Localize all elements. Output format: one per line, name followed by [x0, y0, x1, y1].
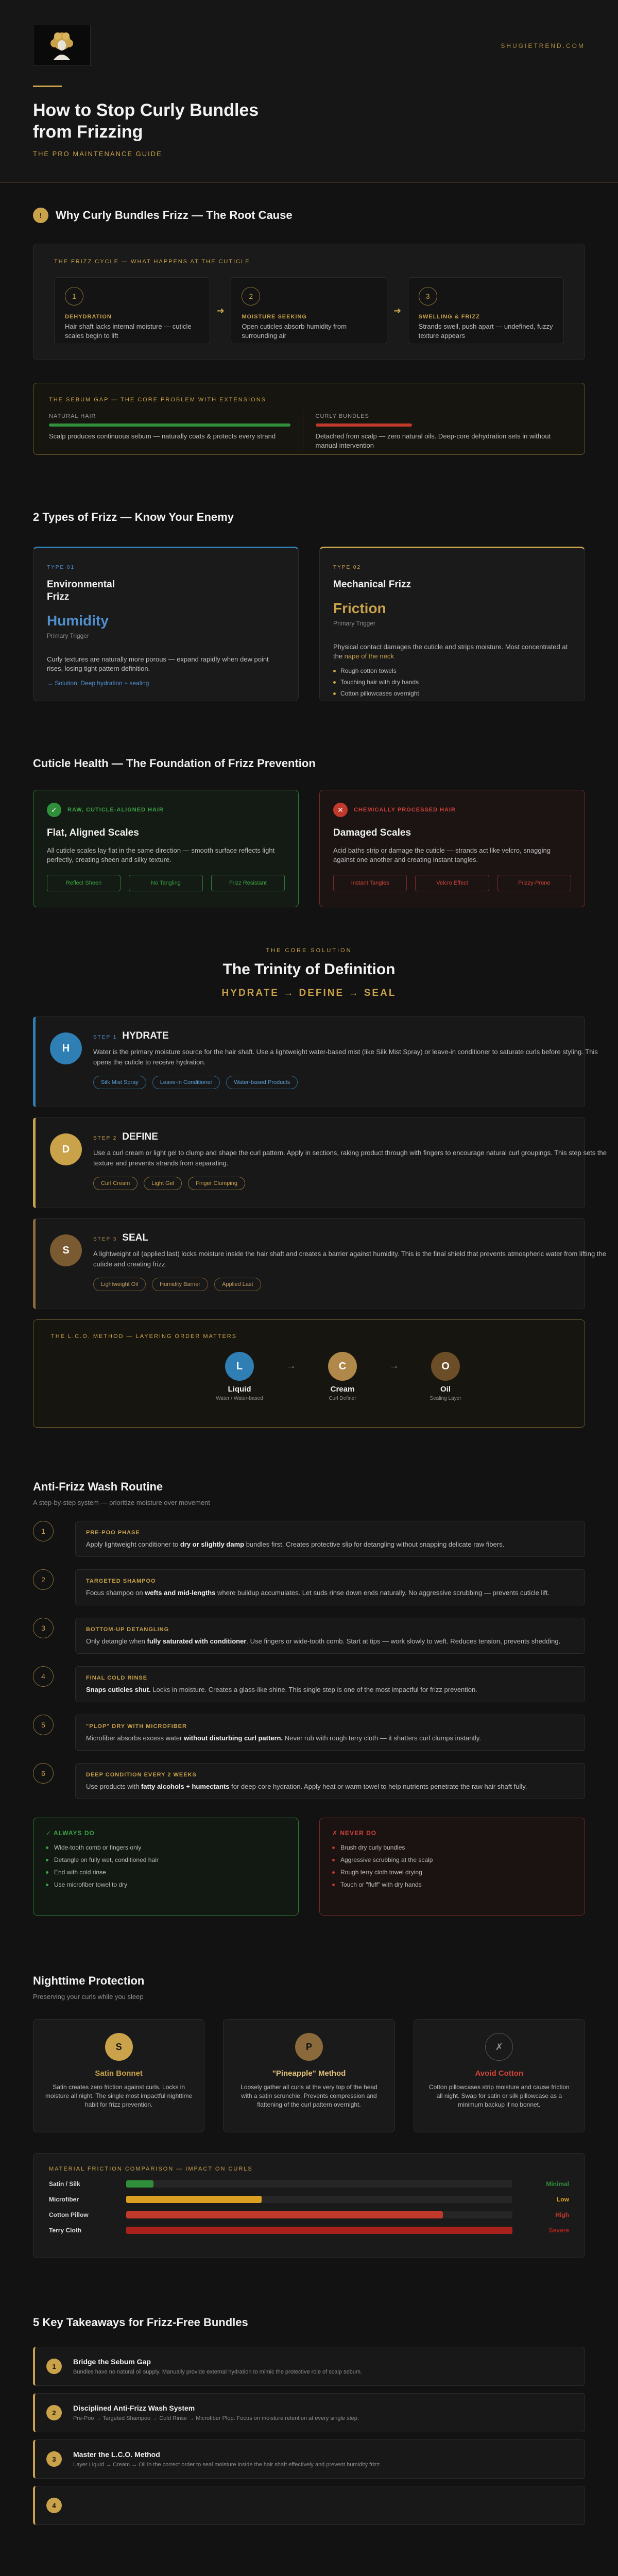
problem-chip: Velcro Effect — [415, 875, 489, 891]
takeaway-heading: Disciplined Anti-Frizz Wash System — [73, 2404, 195, 2412]
takeaway-text: Layer Liquid → Cream → Oil in the correct order to seal moisture inside the hair shaft effectively and prevent humidity frizz. — [73, 2462, 382, 2468]
friction-rating: Minimal — [546, 2180, 569, 2188]
takeaway-body — [73, 2404, 359, 2421]
night-card-name: "Pineapple" Method — [272, 2069, 346, 2078]
check-icon: ✓ — [47, 803, 61, 817]
trinity-title: The Trinity of Definition — [222, 961, 396, 978]
pillar-hydrate — [33, 1016, 598, 1107]
wash-title: Anti-Frizz Wash Routine — [33, 1480, 163, 1493]
cuticle-card-head — [333, 803, 571, 817]
arrow-right-icon: ➜ — [393, 305, 402, 316]
arrow-right-icon: ➜ — [216, 305, 225, 316]
friction-material: Microfiber — [49, 2196, 79, 2203]
wash-step — [33, 1763, 585, 1799]
step-text: for deep-core hydration. Apply heat or warm towel to help nutrients penetrate the raw hair shaft fully. — [229, 1783, 527, 1790]
step-text: Apply lightweight conditioner to — [86, 1540, 180, 1548]
wash-step-heading: "PLOP" DRY WITH MICROFIBER — [86, 1723, 187, 1730]
cream-icon: C — [328, 1352, 357, 1381]
pillar-step: STEP 1 — [93, 1035, 117, 1040]
step-label: SWELLING & FRIZZ — [418, 314, 480, 320]
step-number: 6 — [33, 1763, 54, 1784]
step-text: where buildup accumulates. Let suds rinse down ends naturally. No aggressive scrubbing — prevents cuticle lift. — [215, 1589, 550, 1597]
natural-hair-label: NATURAL HAIR — [49, 413, 96, 419]
wash-step-text — [86, 1540, 574, 1549]
curly-woman-logo-icon — [46, 30, 77, 61]
night-card-name: Avoid Cotton — [475, 2069, 524, 2078]
night-title: Nighttime Protection — [33, 1974, 145, 1987]
pillar-text: Use a curl cream or light gel to clump and shape the curl pattern. Apply in sections, raking product through with fingers to encourage natural curl groupings. This step sets the texture and prevents strands from separating. — [93, 1149, 607, 1167]
wash-step-text — [86, 1734, 574, 1743]
type-tag: TYPE 02 — [333, 565, 362, 570]
frizz-types-section — [0, 455, 618, 701]
wash-step-body — [75, 1521, 585, 1557]
product-chip: Finger Clumping — [188, 1177, 245, 1190]
takeaway-item — [33, 2486, 585, 2525]
desc-text: Physical contact damages the cuticle and strips moisture. Most concentrated at the — [333, 643, 568, 660]
night-card-name: Satin Bonnet — [95, 2069, 143, 2078]
list-item: Rough terry cloth towel drying — [332, 1869, 572, 1876]
list-item: Cotton pillowcases overnight — [333, 690, 571, 697]
step-emphasis: fatty alcohols + humectants — [141, 1783, 230, 1790]
wash-step-body — [75, 1763, 585, 1799]
takeaway-number: 4 — [46, 2498, 62, 2513]
step-emphasis: wefts and mid-lengths — [145, 1589, 216, 1597]
lco-method-card — [33, 1319, 585, 1428]
benefit-chip: No Tangling — [129, 875, 202, 891]
product-chip: Light Gel — [144, 1177, 182, 1190]
friction-row — [49, 2180, 569, 2188]
alert-badge-icon: ! — [33, 208, 48, 223]
takeaway-number: 3 — [46, 2451, 62, 2467]
type-trigger-label: Primary Trigger — [47, 632, 90, 639]
pillar-head — [93, 1232, 608, 1244]
wash-step-body — [75, 1715, 585, 1751]
never-do-list — [332, 1844, 572, 1888]
wash-step — [33, 1618, 585, 1654]
takeaway-text: Pre-Poo → Targeted Shampoo → Cold Rinse → Microfiber Plop. Focus on moisture retention at every single step. — [73, 2415, 359, 2421]
wash-step-text — [86, 1685, 574, 1694]
list-item: Detangle on fully wet, conditioned hair — [46, 1856, 286, 1863]
lco-name: Oil — [440, 1385, 451, 1394]
lco-name: Liquid — [228, 1385, 251, 1394]
wash-step-text — [86, 1637, 574, 1646]
step-number: 1 — [33, 1521, 54, 1541]
trinity-section — [0, 907, 618, 999]
pillar-step: STEP 2 — [93, 1136, 117, 1141]
arrow-right-icon: → — [389, 1360, 399, 1371]
brand-url[interactable]: SHUGIETREND.COM — [501, 42, 585, 49]
wash-step-text — [86, 1782, 574, 1791]
natural-oil-bar — [49, 423, 290, 427]
step-emphasis: Snaps cuticles shut. — [86, 1686, 151, 1693]
cuticle-title-bad: Damaged Scales — [333, 827, 411, 838]
brand-logo[interactable] — [33, 25, 91, 66]
step-text: Never rub with rough terry cloth — it shatters curl clumps instantly. — [283, 1734, 481, 1742]
pillar-text: Water is the primary moisture source for the hair shaft. Use a lightweight water-based mist (like Silk Mist Spray) or leave-in conditioner to saturate curls before styling. This opens the cuticle to receive hydration. — [93, 1048, 598, 1066]
friction-bar — [126, 2227, 512, 2234]
pineapple-icon: P — [295, 2033, 323, 2061]
wash-step — [33, 1666, 585, 1702]
pillar-step: STEP 3 — [93, 1236, 117, 1242]
friction-material: Satin / Silk — [49, 2180, 80, 2188]
benefit-chip: Frizz Resistant — [211, 875, 285, 891]
friction-comparison-card — [33, 2153, 585, 2258]
pillar-body — [93, 1131, 608, 1194]
friction-track — [126, 2227, 512, 2234]
do-dont-cards — [33, 1818, 585, 1916]
takeaway-body — [73, 2358, 362, 2375]
wash-step — [33, 1715, 585, 1751]
type-name: Environmental Frizz — [47, 579, 115, 602]
frizz-type-cards — [33, 547, 585, 701]
takeaways-list — [33, 2347, 585, 2525]
friction-row — [49, 2227, 569, 2234]
always-do-card — [33, 1818, 299, 1916]
step-label: DEHYDRATION — [65, 314, 112, 320]
product-chip: Water-based Products — [226, 1076, 298, 1089]
problem-chip: Frizzy-Prone — [497, 875, 571, 891]
cuticle-text-good: All cuticle scales lay flat in the same direction — smooth surface reflects light perfectly, creating sheen and silky texture. — [47, 846, 275, 863]
step-number: 2 — [242, 287, 260, 306]
liquid-icon: L — [225, 1352, 254, 1381]
product-chip: Silk Mist Spray — [93, 1076, 146, 1089]
pillar-head — [93, 1131, 608, 1143]
friction-track — [126, 2196, 512, 2203]
hero-accent-rule — [33, 86, 62, 87]
takeaway-number: 2 — [46, 2405, 62, 2420]
takeaways-section — [0, 2258, 618, 2525]
cuticle-caption: RAW, CUTICLE-ALIGNED HAIR — [67, 807, 164, 813]
arrow-right-icon: → — [286, 1360, 296, 1371]
step-number: 3 — [33, 1618, 54, 1638]
curly-bundles-text: Detached from scalp — zero natural oils. Deep-core dehydration sets in without manual intervention — [315, 432, 551, 449]
curly-bundles-column — [303, 413, 570, 450]
lco-sub: Curl Definer — [329, 1396, 356, 1401]
list-item: Touching hair with dry hands — [333, 679, 571, 686]
wash-step-text — [86, 1588, 574, 1598]
problem-chip: Instant Tangles — [333, 875, 407, 891]
lco-liquid — [214, 1352, 265, 1401]
lco-sub: Sealing Layer — [430, 1396, 461, 1401]
pillar-chips — [93, 1177, 608, 1190]
cycle-step — [408, 277, 564, 344]
takeaway-item — [33, 2439, 585, 2479]
night-cards — [33, 2019, 585, 2132]
define-icon: D — [50, 1133, 82, 1165]
friction-row — [49, 2196, 569, 2203]
title-line-1: How to Stop Curly Bundles — [33, 100, 259, 120]
seal-icon: S — [50, 1234, 82, 1266]
type-card-mechanical — [319, 547, 585, 701]
night-card-text: Cotton pillowcases strip moisture and cause friction all night. Swap for satin or silk pillowcase as a minimum backup if no bonnet. — [428, 2083, 570, 2108]
friction-rows — [49, 2180, 569, 2234]
cycle-step — [54, 277, 210, 344]
friction-bar — [126, 2180, 153, 2188]
step-text: Strands swell, push apart — undefined, fuzzy texture appears — [418, 323, 553, 340]
cuticle-caption: CHEMICALLY PROCESSED HAIR — [354, 807, 456, 813]
pillar-define — [33, 1117, 607, 1208]
wash-step — [33, 1569, 585, 1605]
takeaway-item — [33, 2347, 585, 2386]
list-item: Wide-tooth comb or fingers only — [46, 1844, 286, 1851]
friction-track — [126, 2211, 512, 2218]
type-description: Curly textures are naturally more porous — expand rapidly when dew point rises, losing tight pattern definition. — [47, 655, 269, 672]
step-text: Only detangle when — [86, 1637, 147, 1645]
wash-step-body — [75, 1618, 585, 1654]
takeaway-heading: Master the L.C.O. Method — [73, 2450, 160, 2459]
avoid-icon: ✗ — [485, 2033, 513, 2061]
cuticle-text-bad: Acid baths strip or damage the cuticle — strands act like velcro, snagging against one another and creating instant tangles. — [333, 846, 551, 863]
sebum-gap-caption: THE SEBUM GAP — THE CORE PROBLEM WITH EXTENSIONS — [49, 397, 266, 403]
pillar-chips — [93, 1076, 608, 1089]
product-chip: Curl Cream — [93, 1177, 138, 1190]
step-emphasis: dry or slightly damp — [180, 1540, 245, 1548]
type-description — [333, 642, 571, 661]
cuticle-card-good — [33, 790, 299, 907]
friction-material: Terry Cloth — [49, 2227, 82, 2234]
frizz-types-title: 2 Types of Frizz — Know Your Enemy — [33, 511, 234, 523]
benefit-chip: Reflect Sheen — [47, 875, 121, 891]
friction-caption: MATERIAL FRICTION COMPARISON — IMPACT ON CURLS — [49, 2166, 253, 2172]
takeaway-number: 1 — [46, 2359, 62, 2374]
trinity-caption: THE CORE SOLUTION — [266, 947, 352, 954]
wash-routine-section — [0, 1428, 618, 1916]
type-trigger-word: Humidity — [47, 613, 109, 629]
never-do-card — [319, 1818, 585, 1916]
bonnet-icon: S — [105, 2033, 133, 2061]
lco-steps — [51, 1352, 567, 1401]
step-label: MOISTURE SEEKING — [242, 314, 307, 320]
product-chip: Applied Last — [214, 1278, 261, 1291]
bundle-oil-bar — [316, 423, 412, 427]
root-cause-title: Why Curly Bundles Frizz — The Root Cause — [56, 209, 293, 222]
curly-bundles-label: CURLY BUNDLES — [315, 413, 369, 419]
friction-rating: Severe — [548, 2227, 569, 2234]
night-subtitle: Preserving your curls while you sleep — [33, 1993, 144, 2001]
cuticle-chips — [47, 875, 285, 891]
lco-oil — [420, 1352, 471, 1401]
frizz-cycle-caption: THE FRIZZ CYCLE — WHAT HAPPENS AT THE CUTICLE — [54, 259, 250, 265]
cuticle-card-head — [47, 803, 285, 817]
step-number: 1 — [65, 287, 83, 306]
type-trigger-word: Friction — [333, 600, 386, 616]
friction-bar — [126, 2211, 443, 2218]
oil-icon: O — [431, 1352, 460, 1381]
pillar-text: A lightweight oil (applied last) locks moisture inside the hair shaft and creates a barrier against humidity. This is the final shield that prevents atmospheric water from lifting the cuticle and creating frizz. — [93, 1250, 606, 1268]
natural-hair-column — [49, 413, 303, 450]
step-text: bundles first. Creates protective slip for detangling without snapping delicate raw fibers. — [244, 1540, 505, 1548]
list-item: Aggressive scrubbing at the scalp — [332, 1856, 572, 1863]
wash-step-body — [75, 1569, 585, 1605]
friction-material: Cotton Pillow — [49, 2211, 89, 2218]
trinity-formula: HYDRATE → DEFINE → SEAL — [221, 988, 397, 998]
cuticle-section — [0, 701, 618, 907]
sebum-gap-card — [33, 383, 585, 455]
list-item: End with cold rinse — [46, 1869, 286, 1876]
type-solution: → Solution: Deep hydration + sealing — [47, 680, 149, 687]
pillar-name: DEFINE — [122, 1131, 158, 1142]
title-line-2: from Frizzing — [33, 122, 143, 142]
pillar-name: HYDRATE — [122, 1030, 169, 1041]
wash-step-body — [75, 1666, 585, 1702]
step-text: . Use fingers or wide-tooth comb. Start at tips — work slowly to weft. Reduces tension, prevents shedding. — [246, 1637, 561, 1645]
pillar-seal — [33, 1218, 606, 1309]
wash-steps — [33, 1521, 585, 1799]
night-card-text: Satin creates zero friction against curls. Locks in moisture all night. The single most impactful nighttime habit for frizz prevention. — [45, 2083, 193, 2108]
step-text: Open cuticles absorb humidity from surrounding air — [242, 323, 347, 340]
friction-sources-list — [333, 667, 571, 697]
always-do-list — [46, 1844, 286, 1888]
friction-track — [126, 2180, 512, 2188]
type-name: Mechanical Frizz — [333, 579, 411, 590]
product-chip: Lightweight Oil — [93, 1278, 146, 1291]
cycle-step — [231, 277, 387, 344]
step-text: Hair shaft lacks internal moisture — cuticle scales begin to lift — [65, 323, 192, 340]
step-text: Focus shampoo on — [86, 1589, 145, 1597]
step-number: 4 — [33, 1666, 54, 1687]
product-chip: Leave-in Conditioner — [152, 1076, 220, 1089]
friction-rating: Low — [557, 2196, 569, 2203]
product-chip: Humidity Barrier — [152, 1278, 208, 1291]
pillar-chips — [93, 1278, 608, 1291]
desc-highlight: nape of the neck — [344, 652, 394, 660]
lco-name: Cream — [330, 1385, 355, 1394]
step-number: 5 — [33, 1715, 54, 1735]
pillar-body — [93, 1030, 608, 1093]
cuticle-title: Cuticle Health — The Foundation of Frizz Prevention — [33, 757, 316, 770]
list-item: Touch or "fluff" with dry hands — [332, 1881, 572, 1888]
night-card-cotton — [414, 2019, 585, 2132]
step-text: Locks in moisture. Creates a glass-like shine. This single step is one of the most impactful for frizz prevention. — [150, 1686, 477, 1693]
cuticle-title-good: Flat, Aligned Scales — [47, 827, 139, 838]
frizz-cycle-steps — [54, 277, 564, 344]
takeaway-body — [73, 2450, 381, 2468]
hero-header — [0, 0, 618, 183]
wash-step-heading: TARGETED SHAMPOO — [86, 1578, 156, 1584]
night-card-text: Loosely gather all curls at the very top of the head with a satin scrunchie. Prevents compression and flattening of the curl pattern overnight. — [241, 2083, 377, 2108]
nighttime-section — [0, 1916, 618, 2258]
night-card-bonnet — [33, 2019, 204, 2132]
wash-step — [33, 1521, 585, 1557]
wash-step-heading: FINAL COLD RINSE — [86, 1675, 148, 1681]
lco-sub: Water / Water-based — [216, 1396, 263, 1401]
night-card-pineapple — [223, 2019, 394, 2132]
hydrate-icon: H — [50, 1032, 82, 1064]
wash-step-heading: BOTTOM-UP DETANGLING — [86, 1626, 169, 1633]
friction-bar — [126, 2196, 262, 2203]
never-do-heading: ✗ NEVER DO — [332, 1829, 377, 1837]
pillar-head — [93, 1030, 608, 1042]
cuticle-card-bad — [319, 790, 585, 907]
root-cause-section — [0, 183, 618, 455]
always-do-heading: ✓ ALWAYS DO — [46, 1829, 95, 1837]
lco-cream — [317, 1352, 368, 1401]
step-emphasis: fully saturated with conditioner — [147, 1637, 247, 1645]
cuticle-chips — [333, 875, 571, 891]
type-tag: TYPE 01 — [47, 565, 75, 570]
takeaways-title: 5 Key Takeaways for Frizz-Free Bundles — [33, 2316, 248, 2329]
sebum-gap-comparison — [49, 413, 569, 450]
list-item: Use microfiber towel to dry — [46, 1881, 286, 1888]
takeaway-text: Bundles have no natural oil supply. Manually provide external hydration to mimic the protective role of scalp sebum. — [73, 2369, 363, 2375]
page-title — [33, 99, 585, 143]
type-trigger-label: Primary Trigger — [333, 620, 376, 627]
friction-row — [49, 2211, 569, 2218]
list-item: Rough cotton towels — [333, 667, 571, 674]
step-text: Microfiber absorbs excess water — [86, 1734, 184, 1742]
step-number: 3 — [419, 287, 437, 306]
friction-rating: High — [555, 2211, 569, 2218]
type-card-environmental — [33, 547, 299, 701]
step-text: Use products with — [86, 1783, 141, 1790]
pillar-body — [93, 1232, 608, 1295]
section-title — [33, 208, 585, 223]
takeaway-item — [33, 2393, 585, 2432]
page-subtitle: THE PRO MAINTENANCE GUIDE — [33, 150, 162, 158]
wash-subtitle: A step-by-step system — prioritize moisture over movement — [33, 1499, 210, 1506]
step-number: 2 — [33, 1569, 54, 1590]
trinity-pillars — [0, 1016, 618, 1309]
natural-hair-text: Scalp produces continuous sebum — naturally coats & protects every strand — [49, 432, 276, 440]
pillar-name: SEAL — [122, 1232, 148, 1243]
list-item: Brush dry curly bundles — [332, 1844, 572, 1851]
lco-caption: THE L.C.O. METHOD — LAYERING ORDER MATTERS — [51, 1333, 237, 1340]
step-emphasis: without disturbing curl pattern. — [184, 1734, 283, 1742]
takeaway-heading: Bridge the Sebum Gap — [73, 2358, 151, 2366]
cross-icon: ✕ — [333, 803, 348, 817]
frizz-cycle-card — [33, 244, 585, 360]
wash-step-heading: PRE-POO PHASE — [86, 1530, 140, 1536]
cuticle-cards — [33, 790, 585, 907]
wash-step-heading: DEEP CONDITION EVERY 2 WEEKS — [86, 1772, 197, 1778]
